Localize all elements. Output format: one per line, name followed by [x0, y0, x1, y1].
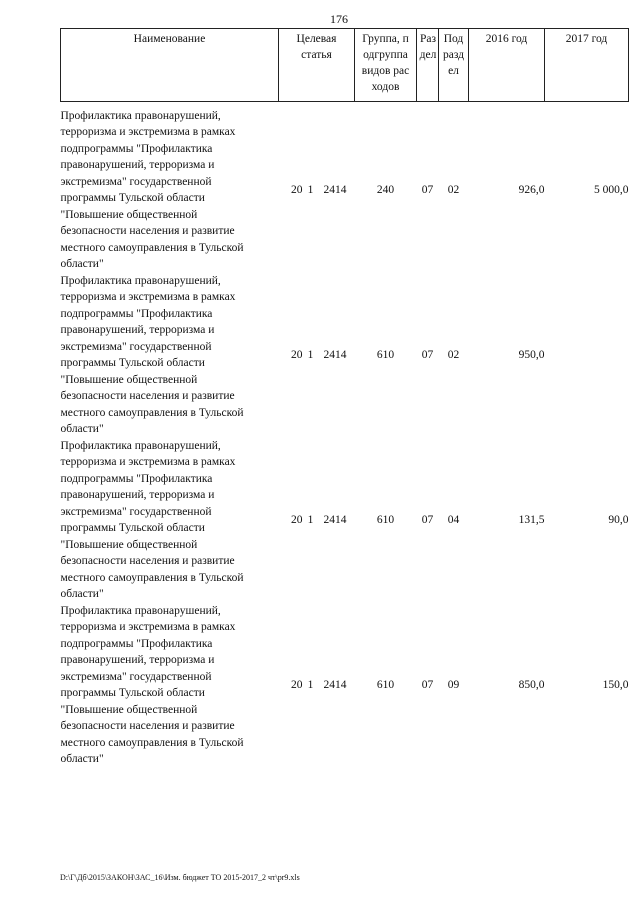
target-article-part: 2414: [323, 513, 347, 526]
row-name-line: области": [60, 753, 104, 765]
row-group: 240: [376, 183, 395, 196]
row-name-line: программы Тульской области: [60, 522, 205, 534]
row-name-line: правонарушений, терроризма и: [60, 654, 215, 666]
row-section: 07: [421, 183, 434, 196]
row-name-line: экстремизма" государственной: [60, 175, 212, 188]
row-name-line: безопасности населения и развитие: [60, 555, 235, 567]
header-row: [61, 29, 629, 102]
footer-file-path: D:\Г\Дб\2015\ЗАКОН\ЗАС_16\Изм. бюджет ТО 2015-2017_2 чт\pr9.xls: [60, 873, 300, 882]
row-name-line: безопасности населения и развитие: [60, 225, 235, 237]
table-row: [61, 438, 629, 603]
row-amount-2017: [545, 273, 629, 438]
row-amount-2016: 950,0: [518, 348, 545, 361]
target-article-part: 1: [307, 348, 314, 361]
row-name-line: правонарушений, терроризма и: [60, 489, 215, 501]
table-row: [61, 273, 629, 438]
row-name-line: "Повышение общественной: [60, 538, 198, 551]
header-group: [355, 29, 417, 102]
table-row: [61, 603, 629, 768]
row-group: 610: [376, 348, 395, 361]
row-name-line: терроризма и экстремизма в рамках: [60, 621, 236, 633]
row-name-line: экстремизма" государственной: [60, 340, 212, 353]
row-target-article: [279, 273, 355, 438]
row-name-line: подпрограммы "Профилактика: [60, 307, 213, 320]
target-article-part: 20: [291, 183, 303, 196]
budget-table: [60, 28, 629, 768]
target-article-part: 2414: [323, 183, 347, 196]
header-section: [417, 29, 439, 102]
row-subsection: 04: [447, 513, 460, 526]
target-article-part: 2414: [323, 678, 347, 691]
row-target-article: [279, 438, 355, 603]
row-name-line: местного самоуправления в Тульской: [60, 241, 244, 254]
table-row: [61, 108, 629, 273]
row-group: 610: [376, 678, 395, 691]
row-name-line: области": [60, 423, 104, 435]
row-name-line: терроризма и экстремизма в рамках: [60, 291, 236, 303]
target-article-part: 20: [291, 678, 303, 691]
header-2017: 2017 год: [545, 29, 629, 102]
row-name-line: экстремизма" государственной: [60, 505, 212, 518]
header-name: Наименование: [61, 29, 279, 102]
row-name: [61, 438, 279, 603]
row-name-line: подпрограммы "Профилактика: [60, 142, 213, 155]
header-subsection-text: Подраздел: [442, 33, 465, 77]
row-group: 610: [376, 513, 395, 526]
row-name-line: программы Тульской области: [60, 687, 205, 699]
row-name-line: "Повышение общественной: [60, 703, 198, 716]
row-amount-2016: 926,0: [518, 183, 545, 196]
table-body: [61, 102, 629, 768]
row-name-line: программы Тульской области: [60, 357, 205, 369]
row-name-line: местного самоуправления в Тульской: [60, 736, 244, 749]
row-amount-2017: 150,0: [602, 678, 629, 691]
row-name-line: местного самоуправления в Тульской: [60, 406, 244, 419]
row-name-line: экстремизма" государственной: [60, 670, 212, 683]
row-section: 07: [421, 513, 434, 526]
row-name-line: Профилактика правонарушений,: [60, 274, 221, 287]
row-name-line: Профилактика правонарушений,: [60, 109, 221, 122]
row-name-line: терроризма и экстремизма в рамках: [60, 456, 236, 468]
row-amount-2017: 90,0: [608, 513, 629, 526]
row-name-line: подпрограммы "Профилактика: [60, 637, 213, 650]
row-name: [61, 108, 279, 273]
row-subsection: 02: [447, 183, 460, 196]
header-2016: 2016 год: [469, 29, 545, 102]
row-section: 07: [421, 348, 434, 361]
row-name-line: правонарушений, терроризма и: [60, 324, 215, 336]
row-target-article: [279, 108, 355, 273]
row-name-line: Профилактика правонарушений,: [60, 439, 221, 452]
row-amount-2017: 5 000,0: [594, 183, 629, 196]
row-name-line: безопасности населения и развитие: [60, 720, 235, 732]
header-group-text: Группа, подгруппа видов расходов: [361, 33, 410, 93]
row-name-line: области": [60, 258, 104, 270]
row-amount-2016: 850,0: [518, 678, 545, 691]
row-name-line: терроризма и экстремизма в рамках: [60, 126, 236, 138]
row-name: [61, 603, 279, 768]
page-number: 176: [330, 12, 348, 26]
target-article-part: 2414: [323, 348, 347, 361]
row-name-line: "Повышение общественной: [60, 373, 198, 386]
target-article-part: 1: [307, 513, 314, 526]
target-article-part: 1: [307, 678, 314, 691]
row-name-line: безопасности населения и развитие: [60, 390, 235, 402]
header-subsection: [439, 29, 469, 102]
row-name-line: "Повышение общественной: [60, 208, 198, 221]
target-article-part: 20: [291, 513, 303, 526]
row-subsection: 02: [447, 348, 460, 361]
row-amount-2016: 131,5: [518, 513, 545, 526]
row-name-line: подпрограммы "Профилактика: [60, 472, 213, 485]
row-name-line: Профилактика правонарушений,: [60, 604, 221, 617]
row-name-line: программы Тульской области: [60, 192, 205, 204]
row-section: 07: [421, 678, 434, 691]
header-target-text: Целевая статья: [296, 33, 337, 61]
row-target-article: [279, 603, 355, 768]
target-article-part: 1: [307, 183, 314, 196]
row-name-line: местного самоуправления в Тульской: [60, 571, 244, 584]
row-name: [61, 273, 279, 438]
header-target: [279, 29, 355, 102]
row-subsection: 09: [447, 678, 460, 691]
row-name-line: правонарушений, терроризма и: [60, 159, 215, 171]
target-article-part: 20: [291, 348, 303, 361]
row-name-line: области": [60, 588, 104, 600]
header-section-text: Раздел: [419, 33, 437, 61]
